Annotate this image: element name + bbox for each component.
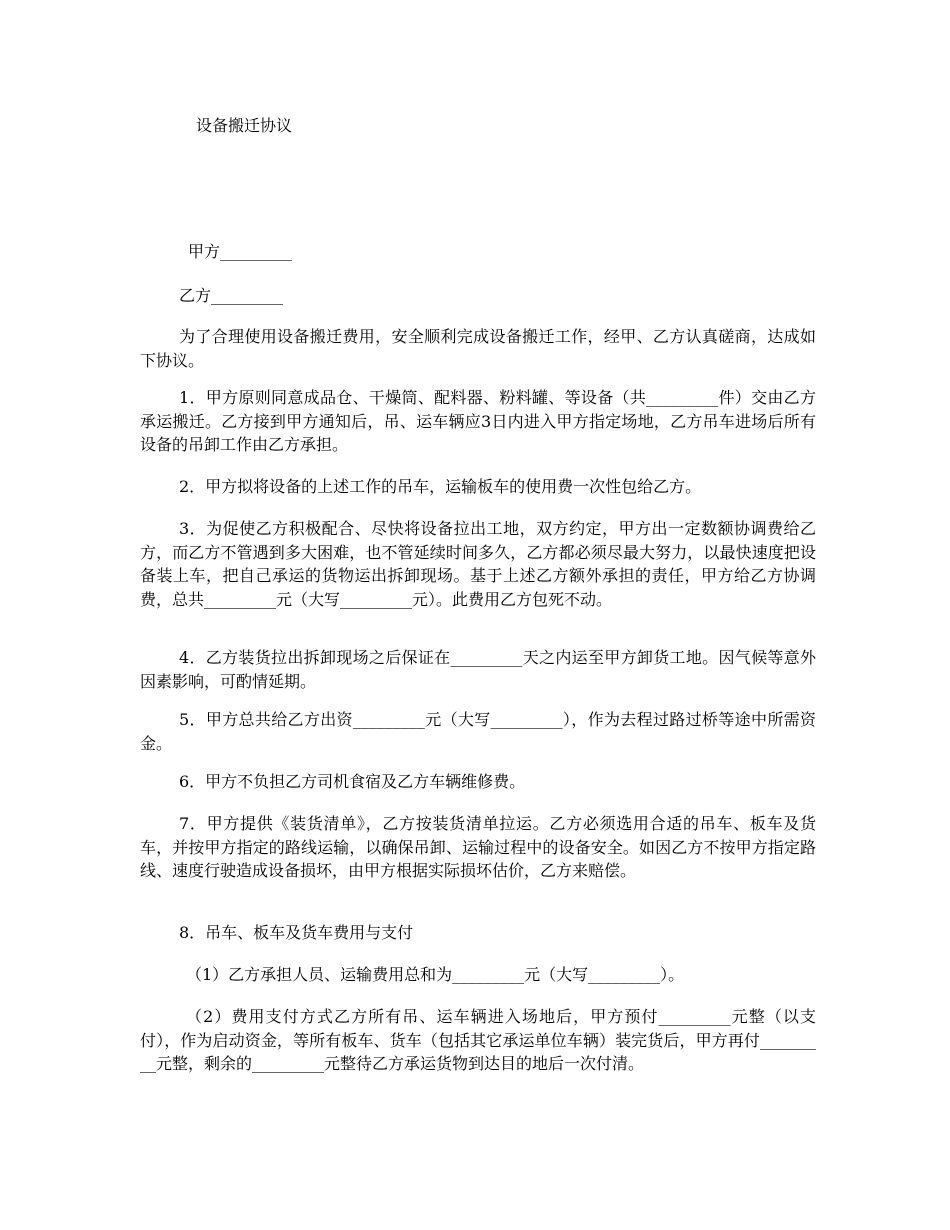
clause-2: 2．甲方拟将设备的上述工作的吊车，运输板车的使用费一次性包给乙方。 [179, 477, 702, 496]
clause-6: 6．甲方不负担乙方司机食宿及乙方车辆维修费。 [179, 772, 526, 791]
clause-3: 3．为促使乙方积极配合、尽快将设备拉出工地，双方约定，甲方出一定数额协调费给乙方，而乙方不管遇到多大困难，也不管延续时间多久，乙方都必须尽最大努力，以最快速度把设备装上车，把自己承运的货物运出拆卸现场。基于上述乙方额外承担的责任，甲方给乙方协调费，总共_________元（大写_________元）。此费用乙方包死不动。 [140, 519, 816, 609]
clause-8-heading: 8．吊车、板车及货车费用与支付 [179, 923, 414, 942]
clause-8-item-2: （2）费用支付方式乙方所有吊、运车辆进入场地后，甲方预付_________元整（以支付），作为启动资金，等所有板车、货车（包括其它承运单位车辆）装完货后，甲方再付_________元整，剩余的_________元整待乙方承运货物到达目的地后一次付清。 [140, 1007, 816, 1073]
document-title: 设备搬迁协议 [196, 116, 293, 135]
clause-4: 4．乙方装货拉出拆卸现场之后保证在_________天之内运至甲方卸货工地。因气候等意外因素影响，可酌情延期。 [140, 648, 816, 691]
clause-5: 5．甲方总共给乙方出资_________元（大写_________），作为去程过路过桥等途中所需资金。 [140, 710, 816, 753]
clause-1: 1．甲方原则同意成品仓、干燥筒、配料器、粉料罐、等设备（共_________件）交由乙方承运搬迁。乙方接到甲方通知后，吊、运车辆应3日内进入甲方指定场地，乙方吊车进场后所有设备的吊卸工作由乙方承担。 [140, 388, 816, 454]
party-b-line: 乙方_________ [179, 286, 284, 305]
clause-7: 7．甲方提供《装货清单》，乙方按装货清单拉运。乙方必须选用合适的吊车、板车及货车，并按甲方指定的路线运输，以确保吊卸、运输过程中的设备安全。如因乙方不按甲方指定路线、速度行驶造成设备损坏，由甲方根据实际损坏估价，乙方来赔偿。 [140, 814, 816, 880]
clause-8-item-1: （1）乙方承担人员、运输费用总和为_________元（大写_________）。 [186, 965, 685, 984]
party-a-line: 甲方_________ [188, 242, 293, 261]
intro-paragraph: 为了合理使用设备搬迁费用，安全顺利完成设备搬迁工作，经甲、乙方认真磋商，达成如下协议。 [140, 327, 816, 370]
